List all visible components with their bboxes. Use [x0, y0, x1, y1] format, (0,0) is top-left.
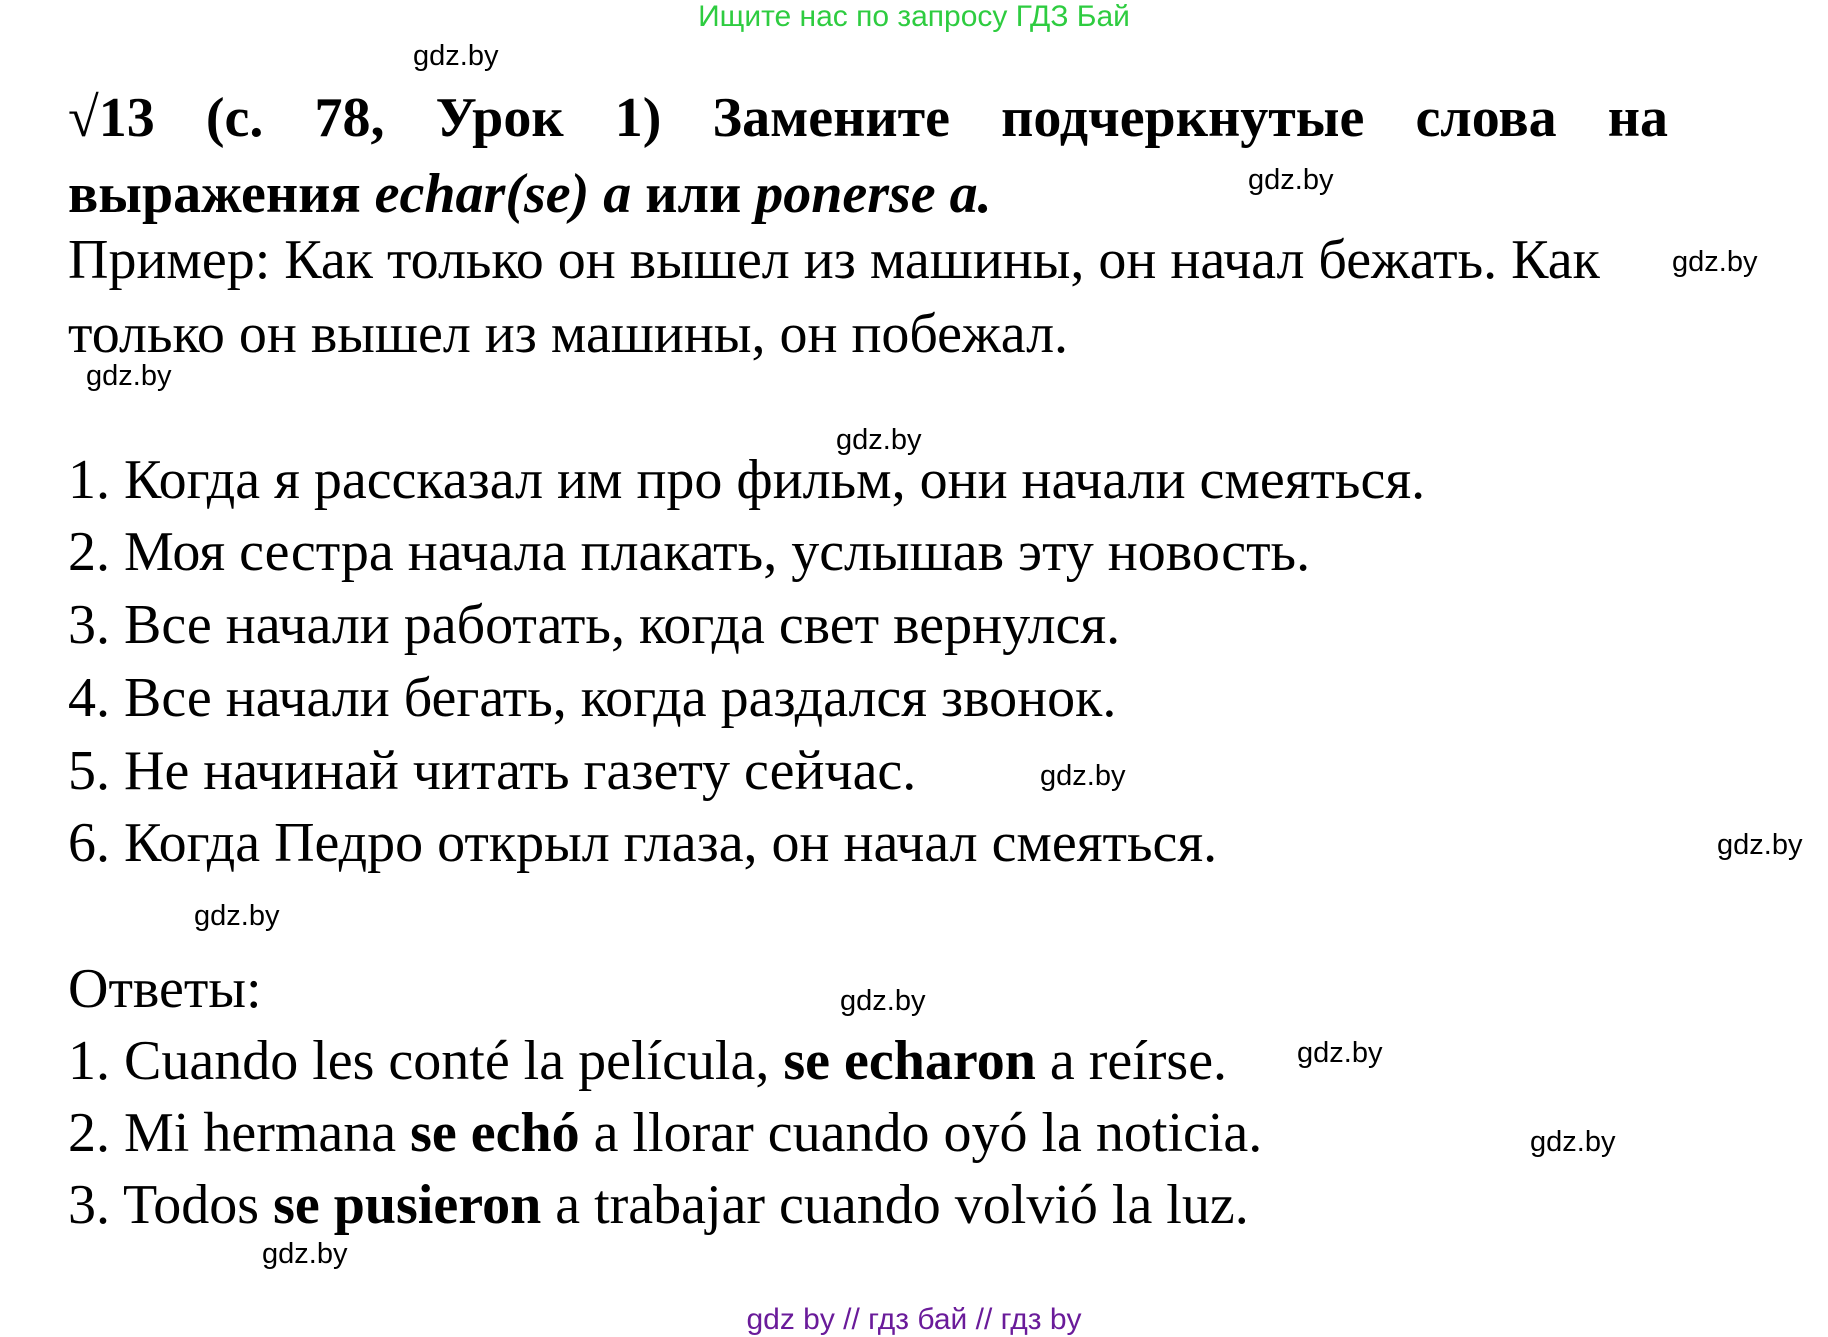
answer-item [68, 1096, 1262, 1170]
answer-text: a llorar cuando oyó la noticia. [593, 1102, 1263, 1164]
task-word: 78, [314, 87, 385, 149]
watermark: gdz.by [413, 40, 499, 72]
task-heading-line1 [68, 80, 1668, 156]
task-word: 1) [614, 87, 662, 149]
top-banner: Ищите нас по запросу ГДЗ Бай [698, 0, 1130, 33]
task-heading-line2 [68, 156, 1668, 232]
answer-text: 3. Todos [68, 1174, 260, 1236]
sentence-item: 2. Моя сестра начала плакать, услышав эту новость. [68, 521, 1311, 583]
task-word: Замените [712, 87, 950, 149]
watermark: gdz.by [262, 1238, 348, 1270]
answers-heading: Ответы: [68, 958, 262, 1020]
answer-text: a trabajar cuando volvió la luz. [555, 1174, 1249, 1236]
task-word: на [1607, 87, 1668, 149]
watermark: gdz.by [1248, 164, 1334, 196]
watermark: gdz.by [86, 360, 172, 392]
answer-text: 2. Mi hermana [68, 1102, 397, 1164]
answer-item [68, 1168, 1249, 1242]
sentence-item: 5. Не начинай читать газету сейчас. [68, 740, 917, 802]
answer-text: 1. Cuando les conté la película, [68, 1030, 770, 1092]
watermark: gdz.by [1530, 1126, 1616, 1158]
watermark: gdz.by [1040, 760, 1126, 792]
task-number: √13 [68, 87, 155, 149]
task-word: (с. [205, 87, 264, 149]
sentence-item: 1. Когда я рассказал им про фильм, они начали смеяться. [68, 449, 1426, 511]
task-connector: или [645, 163, 742, 225]
task-word: подчеркнутые [1001, 87, 1365, 149]
answer-verb: se pusieron [273, 1174, 542, 1236]
sentence-item: 6. Когда Педро открыл глаза, он начал смеяться. [68, 812, 1218, 874]
footer-links: gdz by // гдз бай // гдз by [746, 1303, 1082, 1336]
sentence-item: 4. Все начали бегать, когда раздался звонок. [68, 667, 1117, 729]
example-label: Пример: [68, 229, 271, 291]
answer-verb: se echó [410, 1102, 580, 1164]
answer-text: a reírse. [1049, 1030, 1228, 1092]
task-word: Урок [435, 87, 564, 149]
example-paragraph [68, 223, 1678, 371]
example-text: Как только он вышел из машины, он начал бежать. Как только он вышел из машины, он побежал. [68, 229, 1600, 365]
expression-echarse: echar(se) a [374, 163, 632, 225]
answer-item [68, 1024, 1227, 1098]
watermark: gdz.by [1717, 829, 1803, 861]
watermark: gdz.by [840, 985, 926, 1017]
task-prefix: выражения [68, 163, 361, 225]
watermark: gdz.by [836, 424, 922, 456]
watermark: gdz.by [1672, 246, 1758, 278]
watermark: gdz.by [1297, 1037, 1383, 1069]
answer-verb: se echaron [783, 1030, 1036, 1092]
sentence-item: 3. Все начали работать, когда свет вернулся. [68, 594, 1121, 656]
watermark: gdz.by [194, 900, 280, 932]
task-word: слова [1415, 87, 1557, 149]
task-heading [68, 80, 1668, 232]
expression-ponerse: ponerse a. [755, 163, 992, 225]
